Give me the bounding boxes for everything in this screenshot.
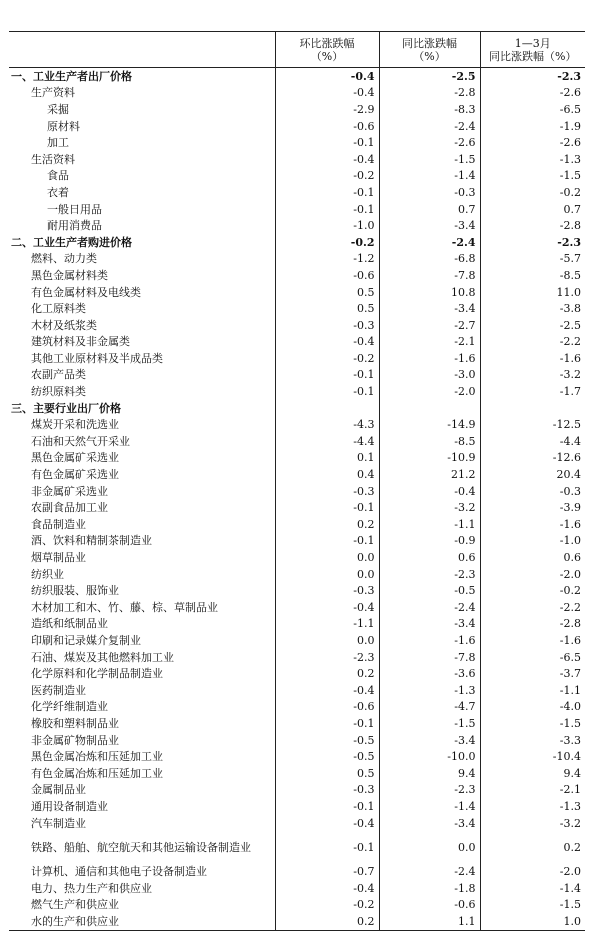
row-label: 化学原料和化学制品制造业 <box>31 667 163 681</box>
table-row <box>9 334 585 351</box>
yoy-value: 21.2 <box>379 466 480 483</box>
ytd-value: -2.0 <box>480 863 585 880</box>
mom-value: 0.0 <box>275 632 379 649</box>
table-row <box>9 400 585 417</box>
ytd-value: -1.5 <box>480 897 585 914</box>
row-label: 汽车制造业 <box>31 816 86 830</box>
table-row <box>9 466 585 483</box>
header-yoy-change <box>379 32 480 68</box>
yoy-value: -0.4 <box>379 483 480 500</box>
table-row <box>9 317 585 334</box>
row-label: 有色金属矿采选业 <box>31 468 119 482</box>
ytd-value <box>480 400 585 417</box>
mom-value: -4.4 <box>275 433 379 450</box>
mom-value: -0.1 <box>275 184 379 201</box>
table-row <box>9 682 585 699</box>
table-row <box>9 184 585 201</box>
row-label: 化学纤维制造业 <box>31 700 108 714</box>
ytd-value: -3.7 <box>480 665 585 682</box>
ytd-value: 11.0 <box>480 284 585 301</box>
mom-value: -0.4 <box>275 815 379 832</box>
table-body <box>9 68 585 931</box>
row-label: 通用设备制造业 <box>31 799 108 813</box>
ytd-value: -2.8 <box>480 616 585 633</box>
mom-value: -0.2 <box>275 168 379 185</box>
yoy-value: -3.6 <box>379 665 480 682</box>
table-row <box>9 863 585 880</box>
mom-value: -0.2 <box>275 350 379 367</box>
row-label: 酒、饮料和精制茶制造业 <box>31 534 152 548</box>
row-label: 石油和天然气开采业 <box>31 434 130 448</box>
ytd-value: -0.2 <box>480 184 585 201</box>
table-row <box>9 516 585 533</box>
mom-value: -0.5 <box>275 732 379 749</box>
yoy-value: -1.5 <box>379 715 480 732</box>
ytd-value: -2.2 <box>480 599 585 616</box>
table-row <box>9 649 585 666</box>
table-row <box>9 251 585 268</box>
table-row <box>9 782 585 799</box>
table-row <box>9 350 585 367</box>
yoy-value: 0.7 <box>379 201 480 218</box>
price-index-table <box>9 31 585 931</box>
table-row <box>9 168 585 185</box>
row-label: 化工原料类 <box>31 302 86 316</box>
yoy-value: -2.4 <box>379 234 480 251</box>
table-row <box>9 383 585 400</box>
mom-value: 0.5 <box>275 300 379 317</box>
table-row <box>9 765 585 782</box>
row-label: 生产资料 <box>31 86 75 100</box>
row-label: 有色金属冶炼和压延加工业 <box>31 766 163 780</box>
row-label: 黑色金属材料类 <box>31 268 108 282</box>
row-label: 铁路、船舶、航空航天和其他运输设备制造业 <box>31 840 251 854</box>
row-label: 纺织原料类 <box>31 385 86 399</box>
ytd-value: -2.2 <box>480 334 585 351</box>
ytd-value: -10.4 <box>480 748 585 765</box>
yoy-value: -7.8 <box>379 649 480 666</box>
header-mom-change <box>275 32 379 68</box>
row-label: 医药制造业 <box>31 683 86 697</box>
table-row <box>9 798 585 815</box>
ytd-value: -2.6 <box>480 85 585 102</box>
ytd-value: -12.6 <box>480 450 585 467</box>
ytd-value: 9.4 <box>480 765 585 782</box>
yoy-value: -1.3 <box>379 682 480 699</box>
mom-value: -0.1 <box>275 715 379 732</box>
ytd-value: -1.3 <box>480 798 585 815</box>
table-row <box>9 748 585 765</box>
table-row <box>9 134 585 151</box>
table-row <box>9 566 585 583</box>
mom-value: 0.0 <box>275 549 379 566</box>
row-label: 水的生产和供应业 <box>9 913 275 930</box>
ytd-value: -1.6 <box>480 632 585 649</box>
ytd-value: -1.5 <box>480 715 585 732</box>
ytd-value: 1.0 <box>480 913 585 930</box>
yoy-value: 0.6 <box>379 549 480 566</box>
table-row <box>9 234 585 251</box>
mom-value: -1.2 <box>275 251 379 268</box>
ytd-value: -0.2 <box>480 582 585 599</box>
mom-value: -0.1 <box>275 499 379 516</box>
mom-value: -0.2 <box>275 897 379 914</box>
ytd-value: -2.1 <box>480 782 585 799</box>
header-ytd-line1: 1—3月 <box>514 36 551 50</box>
yoy-value: -4.7 <box>379 699 480 716</box>
ytd-value: -1.5 <box>480 168 585 185</box>
yoy-value: -0.6 <box>379 897 480 914</box>
ytd-value: -2.3 <box>480 68 585 85</box>
yoy-value <box>379 400 480 417</box>
yoy-value: -2.8 <box>379 85 480 102</box>
row-label: 石油、煤炭及其他燃料加工业 <box>31 650 174 664</box>
yoy-value: -14.9 <box>379 416 480 433</box>
yoy-value: -2.3 <box>379 566 480 583</box>
yoy-value: 1.1 <box>379 913 480 930</box>
table-row <box>9 831 585 863</box>
header-blank-cell <box>9 32 275 68</box>
yoy-value: -2.6 <box>379 134 480 151</box>
header-yoy-line2: （%） <box>413 49 446 63</box>
table-row <box>9 699 585 716</box>
row-label: 金属制品业 <box>31 783 86 797</box>
ytd-value: -4.4 <box>480 433 585 450</box>
ytd-value: 0.7 <box>480 201 585 218</box>
yoy-value: -6.8 <box>379 251 480 268</box>
row-label: 计算机、通信和其他电子设备制造业 <box>31 865 207 879</box>
yoy-value: -2.0 <box>379 383 480 400</box>
mom-value: -0.6 <box>275 267 379 284</box>
mom-value: -4.3 <box>275 416 379 433</box>
row-label: 农副产品类 <box>31 368 86 382</box>
mom-value: -0.4 <box>275 682 379 699</box>
ytd-value: -1.6 <box>480 350 585 367</box>
row-label: 采掘 <box>47 102 69 116</box>
ytd-value: -12.5 <box>480 416 585 433</box>
table-row <box>9 151 585 168</box>
yoy-value: -2.3 <box>379 782 480 799</box>
mom-value: -2.3 <box>275 649 379 666</box>
table-row <box>9 68 585 85</box>
ytd-value: 20.4 <box>480 466 585 483</box>
yoy-value: -1.1 <box>379 516 480 533</box>
mom-value: -0.5 <box>275 748 379 765</box>
ytd-value: 0.2 <box>480 831 585 863</box>
ytd-value: -3.9 <box>480 499 585 516</box>
table-row <box>9 284 585 301</box>
ytd-value: -1.9 <box>480 118 585 135</box>
yoy-value: -3.4 <box>379 732 480 749</box>
mom-value: -0.3 <box>275 483 379 500</box>
mom-value: -0.4 <box>275 68 379 85</box>
mom-value: -2.9 <box>275 101 379 118</box>
table-row <box>9 880 585 897</box>
row-label: 农副食品加工业 <box>31 501 108 515</box>
table-row <box>9 300 585 317</box>
row-label: 造纸和纸制品业 <box>31 617 108 631</box>
mom-value: 0.0 <box>275 566 379 583</box>
yoy-value: -2.7 <box>379 317 480 334</box>
mom-value: -0.3 <box>275 782 379 799</box>
table-row <box>9 632 585 649</box>
row-label: 一、工业生产者出厂价格 <box>11 69 132 83</box>
row-label: 有色金属材料及电线类 <box>31 285 141 299</box>
mom-value: -0.1 <box>275 533 379 550</box>
mom-value: -0.1 <box>275 134 379 151</box>
mom-value: -0.6 <box>275 118 379 135</box>
yoy-value: -3.4 <box>379 300 480 317</box>
mom-value: 0.2 <box>275 913 379 930</box>
header-mom-line1: 环比涨跌幅 <box>299 36 355 50</box>
yoy-value: -2.5 <box>379 68 480 85</box>
mom-value: -1.1 <box>275 616 379 633</box>
yoy-value: -2.4 <box>379 118 480 135</box>
table-row <box>9 715 585 732</box>
yoy-value: -3.2 <box>379 499 480 516</box>
ytd-value: -1.0 <box>480 533 585 550</box>
row-label: 生活资料 <box>31 152 75 166</box>
ytd-value: -1.3 <box>480 151 585 168</box>
ytd-value: -3.2 <box>480 815 585 832</box>
table-row <box>9 815 585 832</box>
yoy-value: -3.4 <box>379 616 480 633</box>
yoy-value: 9.4 <box>379 765 480 782</box>
ytd-value: -2.5 <box>480 317 585 334</box>
row-label: 木材加工和木、竹、藤、棕、草制品业 <box>31 600 218 614</box>
ytd-value: -1.6 <box>480 516 585 533</box>
mom-value: -0.1 <box>275 367 379 384</box>
row-label: 纺织业 <box>31 567 64 581</box>
row-label: 三、主要行业出厂价格 <box>11 401 121 415</box>
row-label: 耐用消费品 <box>47 219 102 233</box>
yoy-value: -3.4 <box>379 217 480 234</box>
table-row <box>9 483 585 500</box>
mom-value: -0.1 <box>275 798 379 815</box>
yoy-value: -2.1 <box>379 334 480 351</box>
row-label: 加工 <box>47 136 69 150</box>
row-label: 黑色金属矿采选业 <box>31 451 119 465</box>
ytd-value: -0.3 <box>480 483 585 500</box>
header-yoy-line1: 同比涨跌幅 <box>402 36 457 50</box>
table-header-row <box>9 32 585 68</box>
table-row <box>9 118 585 135</box>
mom-value: -0.1 <box>275 831 379 863</box>
row-label: 黑色金属冶炼和压延加工业 <box>31 750 163 764</box>
mom-value: -0.4 <box>275 599 379 616</box>
row-label: 原材料 <box>47 119 80 133</box>
yoy-value: -3.0 <box>379 367 480 384</box>
yoy-value: -0.3 <box>379 184 480 201</box>
yoy-value: -1.4 <box>379 168 480 185</box>
yoy-value: -2.4 <box>379 599 480 616</box>
row-label: 建筑材料及非金属类 <box>31 335 130 349</box>
ytd-value: -1.7 <box>480 383 585 400</box>
mom-value: -0.7 <box>275 863 379 880</box>
yoy-value: -2.4 <box>379 863 480 880</box>
mom-value: -0.3 <box>275 582 379 599</box>
yoy-value: -7.8 <box>379 267 480 284</box>
mom-value: -0.3 <box>275 317 379 334</box>
yoy-value: -10.0 <box>379 748 480 765</box>
row-label: 燃料、动力类 <box>31 252 97 266</box>
mom-value: 0.5 <box>275 284 379 301</box>
mom-value: 0.2 <box>275 665 379 682</box>
table-row <box>9 533 585 550</box>
yoy-value: -8.5 <box>379 433 480 450</box>
ytd-value: -1.4 <box>480 880 585 897</box>
ytd-value: -2.0 <box>480 566 585 583</box>
table-row <box>9 897 585 914</box>
yoy-value: 0.0 <box>379 831 480 863</box>
mom-value <box>275 400 379 417</box>
mom-value: -0.4 <box>275 334 379 351</box>
table-row <box>9 913 585 930</box>
table-row <box>9 599 585 616</box>
mom-value: -0.6 <box>275 699 379 716</box>
ytd-value: -6.5 <box>480 101 585 118</box>
table-row <box>9 499 585 516</box>
ytd-value: -2.8 <box>480 217 585 234</box>
ytd-value: -2.6 <box>480 134 585 151</box>
ytd-value: -2.3 <box>480 234 585 251</box>
row-label: 衣着 <box>47 185 69 199</box>
mom-value: -0.1 <box>275 383 379 400</box>
table-row <box>9 367 585 384</box>
table-row <box>9 450 585 467</box>
table-row <box>9 582 585 599</box>
mom-value: -0.1 <box>275 201 379 218</box>
ytd-value: -3.8 <box>480 300 585 317</box>
ytd-value: -3.2 <box>480 367 585 384</box>
ytd-value: 0.6 <box>480 549 585 566</box>
row-label: 橡胶和塑料制品业 <box>31 716 119 730</box>
table-row <box>9 201 585 218</box>
row-label: 纺织服装、服饰业 <box>31 584 119 598</box>
table-row <box>9 433 585 450</box>
row-label: 食品 <box>47 169 69 183</box>
yoy-value: -1.6 <box>379 632 480 649</box>
yoy-value: -1.4 <box>379 798 480 815</box>
row-label: 食品制造业 <box>31 517 86 531</box>
mom-value: -0.2 <box>275 234 379 251</box>
ytd-value: -5.7 <box>480 251 585 268</box>
yoy-value: -1.8 <box>379 880 480 897</box>
table-row <box>9 665 585 682</box>
mom-value: -0.4 <box>275 151 379 168</box>
yoy-value: -8.3 <box>379 101 480 118</box>
mom-value: -0.4 <box>275 880 379 897</box>
table-row <box>9 101 585 118</box>
row-label: 煤炭开采和洗选业 <box>31 418 119 432</box>
yoy-value: -1.5 <box>379 151 480 168</box>
row-label: 木材及纸浆类 <box>31 318 97 332</box>
mom-value: 0.4 <box>275 466 379 483</box>
mom-value: -1.0 <box>275 217 379 234</box>
table-row <box>9 416 585 433</box>
yoy-value: -0.5 <box>379 582 480 599</box>
ytd-value: -4.0 <box>480 699 585 716</box>
header-ytd-change <box>480 32 585 68</box>
table-row <box>9 549 585 566</box>
table-row <box>9 267 585 284</box>
ytd-value: -8.5 <box>480 267 585 284</box>
table-row <box>9 85 585 102</box>
yoy-value: -10.9 <box>379 450 480 467</box>
mom-value: 0.5 <box>275 765 379 782</box>
mom-value: -0.4 <box>275 85 379 102</box>
yoy-value: -0.9 <box>379 533 480 550</box>
mom-value: 0.2 <box>275 516 379 533</box>
row-label: 印刷和记录媒介复制业 <box>31 633 141 647</box>
yoy-value: -3.4 <box>379 815 480 832</box>
row-label: 烟草制品业 <box>31 551 86 565</box>
ytd-value: -6.5 <box>480 649 585 666</box>
row-label: 一般日用品 <box>47 202 102 216</box>
row-label: 二、工业生产者购进价格 <box>11 235 132 249</box>
ytd-value: -3.3 <box>480 732 585 749</box>
yoy-value: 10.8 <box>379 284 480 301</box>
row-label: 非金属矿采选业 <box>31 484 108 498</box>
table-row <box>9 616 585 633</box>
row-label: 燃气生产和供应业 <box>31 898 119 912</box>
ytd-value: -1.1 <box>480 682 585 699</box>
row-label: 其他工业原材料及半成品类 <box>31 351 163 365</box>
header-ytd-line2: 同比涨跌幅（%） <box>489 49 577 63</box>
row-label: 非金属矿物制品业 <box>31 733 119 747</box>
table-row <box>9 732 585 749</box>
yoy-value: -1.6 <box>379 350 480 367</box>
table-row <box>9 217 585 234</box>
row-label: 电力、热力生产和供应业 <box>31 881 152 895</box>
mom-value: 0.1 <box>275 450 379 467</box>
header-mom-line2: （%） <box>310 49 344 63</box>
